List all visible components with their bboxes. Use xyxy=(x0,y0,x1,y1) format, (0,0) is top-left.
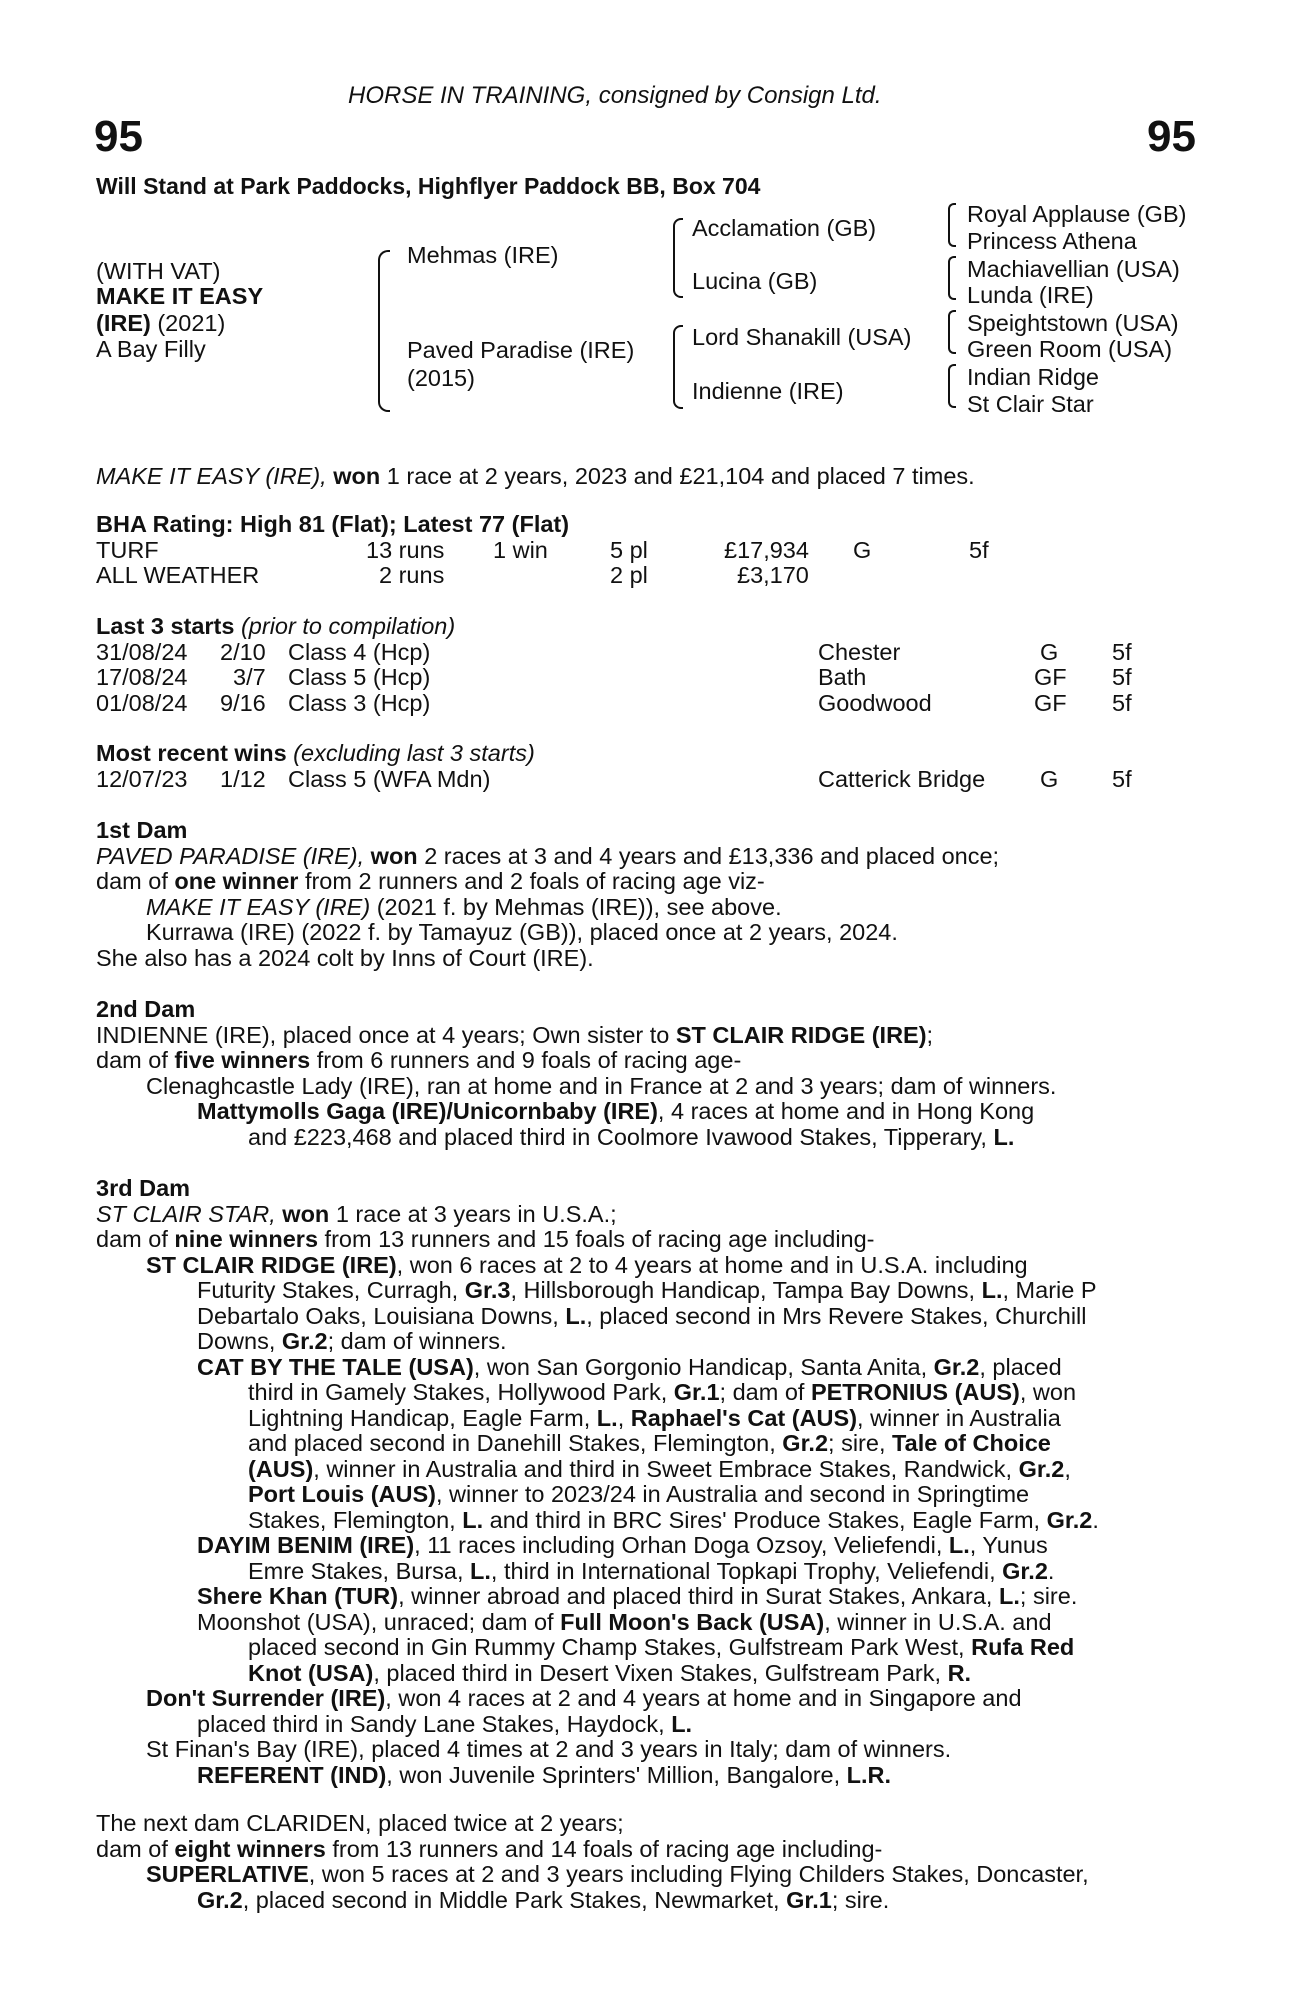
produce-continuation xyxy=(96,1482,1206,1508)
text-run: , winner to 2023/24 in Australia and second in Springtime xyxy=(436,1481,1030,1507)
start-course: Bath xyxy=(818,664,867,690)
start-class: Class 5 (Hcp) xyxy=(288,664,431,690)
race-summary xyxy=(96,463,975,490)
text-run: REFERENT (IND) xyxy=(197,1761,387,1788)
second-dam-line xyxy=(96,1023,1206,1049)
text-run: , placed third in Desert Vixen Stakes, Gulfstream Park, xyxy=(373,1659,948,1686)
text-run: five winners xyxy=(174,1047,311,1073)
start-position: 9/16 xyxy=(220,689,266,716)
text-run: Lightning Handicap, Eagle Farm, xyxy=(248,1404,597,1431)
sire-sire: Acclamation (GB) xyxy=(692,215,877,241)
record-placed: 5 pl xyxy=(610,536,648,563)
text-run: from 13 runners and 15 foals of racing age including- xyxy=(318,1226,875,1252)
text-run: eight winners xyxy=(174,1835,326,1862)
ggd-1: Princess Athena xyxy=(967,228,1137,254)
produce-continuation xyxy=(96,1888,1206,1914)
ggd-4: St Clair Star xyxy=(967,391,1094,417)
text-run: , placed xyxy=(979,1353,1062,1380)
text-run: , Marie P xyxy=(1002,1277,1097,1303)
next-dam-line: The next dam CLARIDEN, placed twice at 2 years; xyxy=(96,1810,624,1836)
start-date: 01/08/24 xyxy=(96,689,188,716)
text-run: , 11 races including Orhan Doga Ozsoy, Veliefendi, xyxy=(414,1532,949,1558)
sire-dam: Lucina (GB) xyxy=(692,268,818,294)
horse-origin-year xyxy=(96,310,225,337)
rating-section xyxy=(96,512,1206,589)
produce-continuation xyxy=(96,1457,1206,1483)
text-run: DAYIM BENIM (IRE) xyxy=(197,1532,415,1558)
brace-ds xyxy=(948,310,956,354)
text-run: Knot (USA) xyxy=(248,1659,374,1686)
text-run: L. xyxy=(981,1277,1003,1303)
start-date: 31/08/24 xyxy=(96,638,188,665)
third-dam-line xyxy=(96,1202,1206,1228)
text-run: (prior to compilation) xyxy=(234,613,456,639)
summary-won: won xyxy=(333,463,381,489)
start-position: 3/7 xyxy=(233,664,266,690)
produce-continuation xyxy=(96,1329,1206,1355)
text-run: 2 races at 3 and 4 years and £13,336 and placed once; xyxy=(417,842,1000,869)
text-run: Stakes, Flemington, xyxy=(248,1506,463,1533)
text-run: Debartalo Oaks, Louisiana Downs, xyxy=(197,1302,566,1329)
text-run: , winner abroad and placed third in Surat Stakes, Ankara, xyxy=(398,1583,999,1609)
record-runs: 13 runs xyxy=(366,536,445,563)
ggs-4: Indian Ridge xyxy=(967,364,1099,390)
start-dist: 5f xyxy=(1112,638,1132,665)
text-run: 1 race at 3 years in U.S.A.; xyxy=(329,1200,617,1227)
text-run: and placed second in Danehill Stakes, Flemington, xyxy=(248,1430,783,1456)
ggs-3: Speightstown (USA) xyxy=(967,310,1179,336)
produce-continuation xyxy=(96,1431,1206,1457)
text-run: ; sire. xyxy=(1019,1583,1078,1609)
text-run: dam of xyxy=(96,1835,175,1862)
text-run: third in Gamely Stakes, Hollywood Park, xyxy=(248,1379,674,1405)
produce-st-clair-ridge xyxy=(96,1253,1206,1279)
win-row xyxy=(96,767,1206,793)
start-dist: 5f xyxy=(1112,689,1132,716)
text-run: Gr.2 xyxy=(281,1328,328,1354)
text-run: , won Juvenile Sprinters' Million, Bangalore, xyxy=(386,1761,847,1788)
second-dam-produce xyxy=(96,1099,1206,1125)
second-dam-heading: 2nd Dam xyxy=(96,996,196,1022)
produce-continuation xyxy=(96,1712,1206,1738)
record-row xyxy=(96,538,1206,564)
dam-sire: Lord Shanakill (USA) xyxy=(692,324,912,350)
start-row xyxy=(96,665,1206,691)
second-dam-line xyxy=(96,1048,1206,1074)
record-going: G xyxy=(853,536,872,563)
start-date: 17/08/24 xyxy=(96,664,188,690)
record-surface: TURF xyxy=(96,536,159,563)
next-dam-line xyxy=(96,1837,1206,1863)
produce-dont-surrender xyxy=(96,1686,1206,1712)
text-run: (excluding last 3 starts) xyxy=(286,740,535,766)
text-run: ; sire, xyxy=(828,1430,893,1456)
lot-number-right: 95 xyxy=(1147,112,1196,161)
third-dam-line xyxy=(96,1227,1206,1253)
produce-continuation xyxy=(96,1304,1206,1330)
text-run: , 4 races at home and in Hong Kong xyxy=(657,1098,1035,1124)
produce-continuation xyxy=(96,1508,1206,1534)
text-run: Don't Surrender (IRE) xyxy=(146,1685,386,1711)
last-starts-heading xyxy=(96,614,1206,640)
text-run: Mattymolls Gaga (IRE)/Unicornbaby (IRE) xyxy=(197,1098,658,1124)
dam-year: (2015) xyxy=(407,365,475,391)
text-run: Gr.3 xyxy=(464,1277,511,1303)
horse-description: A Bay Filly xyxy=(96,336,206,362)
text-run: Tale of Choice xyxy=(892,1430,1051,1456)
text-run: , won 6 races at 2 to 4 years at home and in U.S.A. including xyxy=(396,1251,1028,1278)
produce-superlative xyxy=(96,1862,1206,1888)
text-run: , won 5 races at 2 and 3 years including Flying Childers Stakes, Doncaster, xyxy=(308,1861,1089,1887)
start-class: Class 3 (Hcp) xyxy=(288,689,431,716)
first-dam-line: She also has a 2024 colt by Inns of Court (IRE). xyxy=(96,944,594,971)
text-run: , won 4 races at 2 and 4 years at home and in Singapore and xyxy=(385,1685,1022,1711)
text-run: L. xyxy=(470,1557,491,1584)
text-run: , winner in Australia xyxy=(857,1404,1061,1431)
first-dam-line xyxy=(96,844,1206,870)
win-date: 12/07/23 xyxy=(96,765,188,792)
text-run: SUPERLATIVE xyxy=(146,1861,309,1887)
produce-continuation xyxy=(96,1635,1206,1661)
text-run: dam of xyxy=(96,868,175,894)
first-dam-produce: Kurrawa (IRE) (2022 f. by Tamayuz (GB)), placed once at 2 years, 2024. xyxy=(146,919,898,945)
text-run: PETRONIUS (AUS) xyxy=(810,1379,1020,1405)
text-run: from 6 runners and 9 foals of racing age- xyxy=(310,1047,742,1073)
text-run: L. xyxy=(948,1532,970,1558)
record-prize: £17,934 xyxy=(724,536,809,563)
text-run: Shere Khan (TUR) xyxy=(197,1583,399,1609)
text-run: CAT BY THE TALE (USA) xyxy=(197,1353,474,1380)
text-run: , winner in U.S.A. and xyxy=(824,1608,1052,1635)
start-going: GF xyxy=(1034,689,1067,716)
second-dam-produce xyxy=(96,1125,1206,1151)
text-run: . xyxy=(1047,1557,1055,1584)
text-run: ST CLAIR RIDGE (IRE) xyxy=(675,1021,927,1048)
text-run: won xyxy=(370,842,418,869)
record-placed: 2 pl xyxy=(610,562,648,588)
third-dam-section xyxy=(96,1176,1206,1788)
produce-continuation xyxy=(96,1661,1206,1687)
text-run: , xyxy=(617,1404,631,1431)
text-run: , won San Gorgonio Handicap, Santa Anita, xyxy=(473,1353,934,1380)
horse-country: (IRE) xyxy=(96,310,151,336)
text-run: dam of xyxy=(96,1226,175,1252)
text-run: , placed second in Middle Park Stakes, Newmarket, xyxy=(242,1886,787,1913)
text-run: , third in International Topkapi Trophy, Veliefendi, xyxy=(490,1557,1003,1584)
stabling-location: Will Stand at Park Paddocks, Highflyer Paddock BB, Box 704 xyxy=(96,173,761,199)
text-run: Most recent wins xyxy=(96,740,287,766)
text-run: PAVED PARADISE (IRE), xyxy=(96,842,371,869)
dam-dam: Indienne (IRE) xyxy=(692,378,844,404)
text-run: Gr.2 xyxy=(1002,1557,1048,1584)
text-run: placed third in Sandy Lane Stakes, Haydock, xyxy=(197,1710,672,1737)
brace-ss xyxy=(948,203,956,247)
text-run: won xyxy=(282,1200,330,1227)
ggd-3: Green Room (USA) xyxy=(967,336,1173,362)
text-run: , placed second in Mrs Revere Stakes, Churchill xyxy=(586,1302,1087,1329)
dam: Paved Paradise (IRE) xyxy=(407,337,635,363)
text-run: L. xyxy=(462,1506,484,1533)
text-run: L. xyxy=(993,1123,1015,1150)
start-going: GF xyxy=(1034,664,1067,690)
win-going: G xyxy=(1040,765,1059,792)
summary-rest: 1 race at 2 years, 2023 and £21,104 and placed 7 times. xyxy=(380,463,975,489)
horse-year: (2021) xyxy=(150,310,226,336)
text-run: (2021 f. by Mehmas (IRE)), see above. xyxy=(370,893,782,920)
text-run: MAKE IT EASY (IRE) xyxy=(146,893,371,920)
text-run: from 2 runners and 2 foals of racing age viz- xyxy=(298,868,765,894)
text-run: , Yunus xyxy=(969,1532,1048,1558)
text-run: Rufa Red xyxy=(971,1634,1075,1660)
pedigree-brace-main xyxy=(378,250,390,412)
produce-referent xyxy=(96,1763,1206,1789)
text-run: ; dam of xyxy=(719,1379,811,1405)
ggs-1: Royal Applause (GB) xyxy=(967,201,1187,227)
record-wins: 1 win xyxy=(493,536,548,563)
win-course: Catterick Bridge xyxy=(818,765,986,792)
start-row xyxy=(96,640,1206,666)
text-run: and £223,468 and placed third in Coolmore Ivawood Stakes, Tipperary, xyxy=(248,1123,994,1150)
first-dam-produce xyxy=(96,895,1206,921)
text-run: Gr.2 xyxy=(933,1353,980,1380)
text-run: L.R. xyxy=(846,1761,892,1788)
text-run: L. xyxy=(596,1404,618,1431)
text-run: Downs, xyxy=(197,1328,282,1354)
text-run: and third in BRC Sires' Produce Stakes, Eagle Farm, xyxy=(483,1506,1047,1533)
brace-dd xyxy=(948,364,956,408)
text-run: Gr.1 xyxy=(786,1886,832,1913)
text-run: Gr.2 xyxy=(1018,1455,1065,1482)
start-going: G xyxy=(1040,638,1059,665)
text-run: nine winners xyxy=(174,1226,319,1252)
record-row xyxy=(96,563,1206,589)
text-run: ; sire. xyxy=(831,1886,890,1913)
text-run: Gr.2 xyxy=(782,1430,829,1456)
start-course: Chester xyxy=(818,638,901,665)
recent-wins-heading xyxy=(96,741,1206,767)
text-run: Moonshot (USA), unraced; dam of xyxy=(197,1608,561,1635)
recent-wins-section xyxy=(96,741,1206,792)
text-run: ST CLAIR STAR, xyxy=(96,1200,283,1227)
text-run: Gr.2 xyxy=(197,1886,243,1913)
pedigree-brace-sire xyxy=(673,218,683,298)
text-run: , Hillsborough Handicap, Tampa Bay Downs, xyxy=(510,1277,982,1303)
record-prize: £3,170 xyxy=(737,562,809,588)
sire: Mehmas (IRE) xyxy=(407,242,559,268)
text-run: Futurity Stakes, Curragh, xyxy=(197,1277,465,1303)
first-dam-section xyxy=(96,818,1206,971)
win-class: Class 5 (WFA Mdn) xyxy=(288,765,491,792)
produce-continuation xyxy=(96,1406,1206,1432)
produce-cat-by-the-tale xyxy=(96,1355,1206,1381)
lot-number-left: 95 xyxy=(94,112,143,161)
produce-moonshot xyxy=(96,1610,1206,1636)
last-starts-section xyxy=(96,614,1206,716)
horse-name: MAKE IT EASY xyxy=(96,283,264,309)
win-position: 1/12 xyxy=(220,765,266,792)
produce-st-finans-bay: St Finan's Bay (IRE), placed 4 times at 2 and 3 years in Italy; dam of winners. xyxy=(146,1736,952,1762)
produce-shere-khan xyxy=(96,1584,1206,1610)
start-class: Class 4 (Hcp) xyxy=(288,638,431,665)
ggs-2: Machiavellian (USA) xyxy=(967,256,1180,282)
start-position: 2/10 xyxy=(220,638,266,665)
text-run: one winner xyxy=(174,868,299,894)
text-run: R. xyxy=(947,1659,972,1686)
text-run: , xyxy=(1064,1455,1071,1482)
text-run: Port Louis (AUS) xyxy=(248,1481,436,1507)
text-run: . xyxy=(1092,1506,1099,1533)
summary-name: MAKE IT EASY (IRE), xyxy=(96,463,334,489)
first-dam-line xyxy=(96,869,1206,895)
pedigree-brace-dam xyxy=(673,325,683,409)
text-run: Last 3 starts xyxy=(96,613,235,639)
next-dam-section xyxy=(96,1811,1206,1913)
brace-sd xyxy=(948,256,956,300)
text-run: (AUS) xyxy=(248,1455,314,1482)
produce-continuation xyxy=(96,1278,1206,1304)
text-run: Gr.1 xyxy=(673,1379,720,1405)
text-run: Emre Stakes, Bursa, xyxy=(248,1557,471,1584)
text-run: ; xyxy=(926,1021,934,1048)
text-run: Gr.2 xyxy=(1046,1506,1093,1533)
consignment-line: HORSE IN TRAINING, consigned by Consign Ltd. xyxy=(348,82,882,109)
second-dam-produce: Clenaghcastle Lady (IRE), ran at home and in France at 2 and 3 years; dam of winners. xyxy=(146,1072,1057,1099)
text-run: dam of xyxy=(96,1047,175,1073)
ggd-2: Lunda (IRE) xyxy=(967,282,1094,308)
text-run: Full Moon's Back (USA) xyxy=(560,1608,825,1635)
record-surface: ALL WEATHER xyxy=(96,562,260,588)
text-run: from 13 runners and 14 foals of racing age including- xyxy=(325,1835,883,1862)
win-dist: 5f xyxy=(1112,765,1132,792)
produce-continuation xyxy=(96,1559,1206,1585)
start-row xyxy=(96,691,1206,717)
text-run: ST CLAIR RIDGE (IRE) xyxy=(146,1251,397,1278)
start-dist: 5f xyxy=(1112,664,1132,690)
record-runs: 2 runs xyxy=(379,562,445,588)
second-dam-section xyxy=(96,997,1206,1150)
text-run: Raphael's Cat (AUS) xyxy=(630,1404,858,1431)
produce-continuation xyxy=(96,1380,1206,1406)
rating-heading: BHA Rating: High 81 (Flat); Latest 77 (Flat) xyxy=(96,511,570,537)
first-dam-heading: 1st Dam xyxy=(96,817,188,843)
text-run: L. xyxy=(999,1583,1020,1609)
produce-dayim-benim xyxy=(96,1533,1206,1559)
text-run: L. xyxy=(671,1710,693,1737)
text-run: , winner in Australia and third in Sweet Embrace Stakes, Randwick, xyxy=(313,1455,1019,1482)
third-dam-heading: 3rd Dam xyxy=(96,1175,191,1201)
record-dist: 5f xyxy=(969,536,989,563)
text-run: ; dam of winners. xyxy=(327,1328,507,1354)
start-course: Goodwood xyxy=(818,689,932,716)
text-run: L. xyxy=(565,1302,587,1329)
text-run: placed second in Gin Rummy Champ Stakes, Gulfstream Park West, xyxy=(248,1634,972,1660)
text-run: , won xyxy=(1019,1379,1077,1405)
vat-note: (WITH VAT) xyxy=(96,258,221,284)
text-run: INDIENNE (IRE), placed once at 4 years; Own sister to xyxy=(96,1021,676,1048)
